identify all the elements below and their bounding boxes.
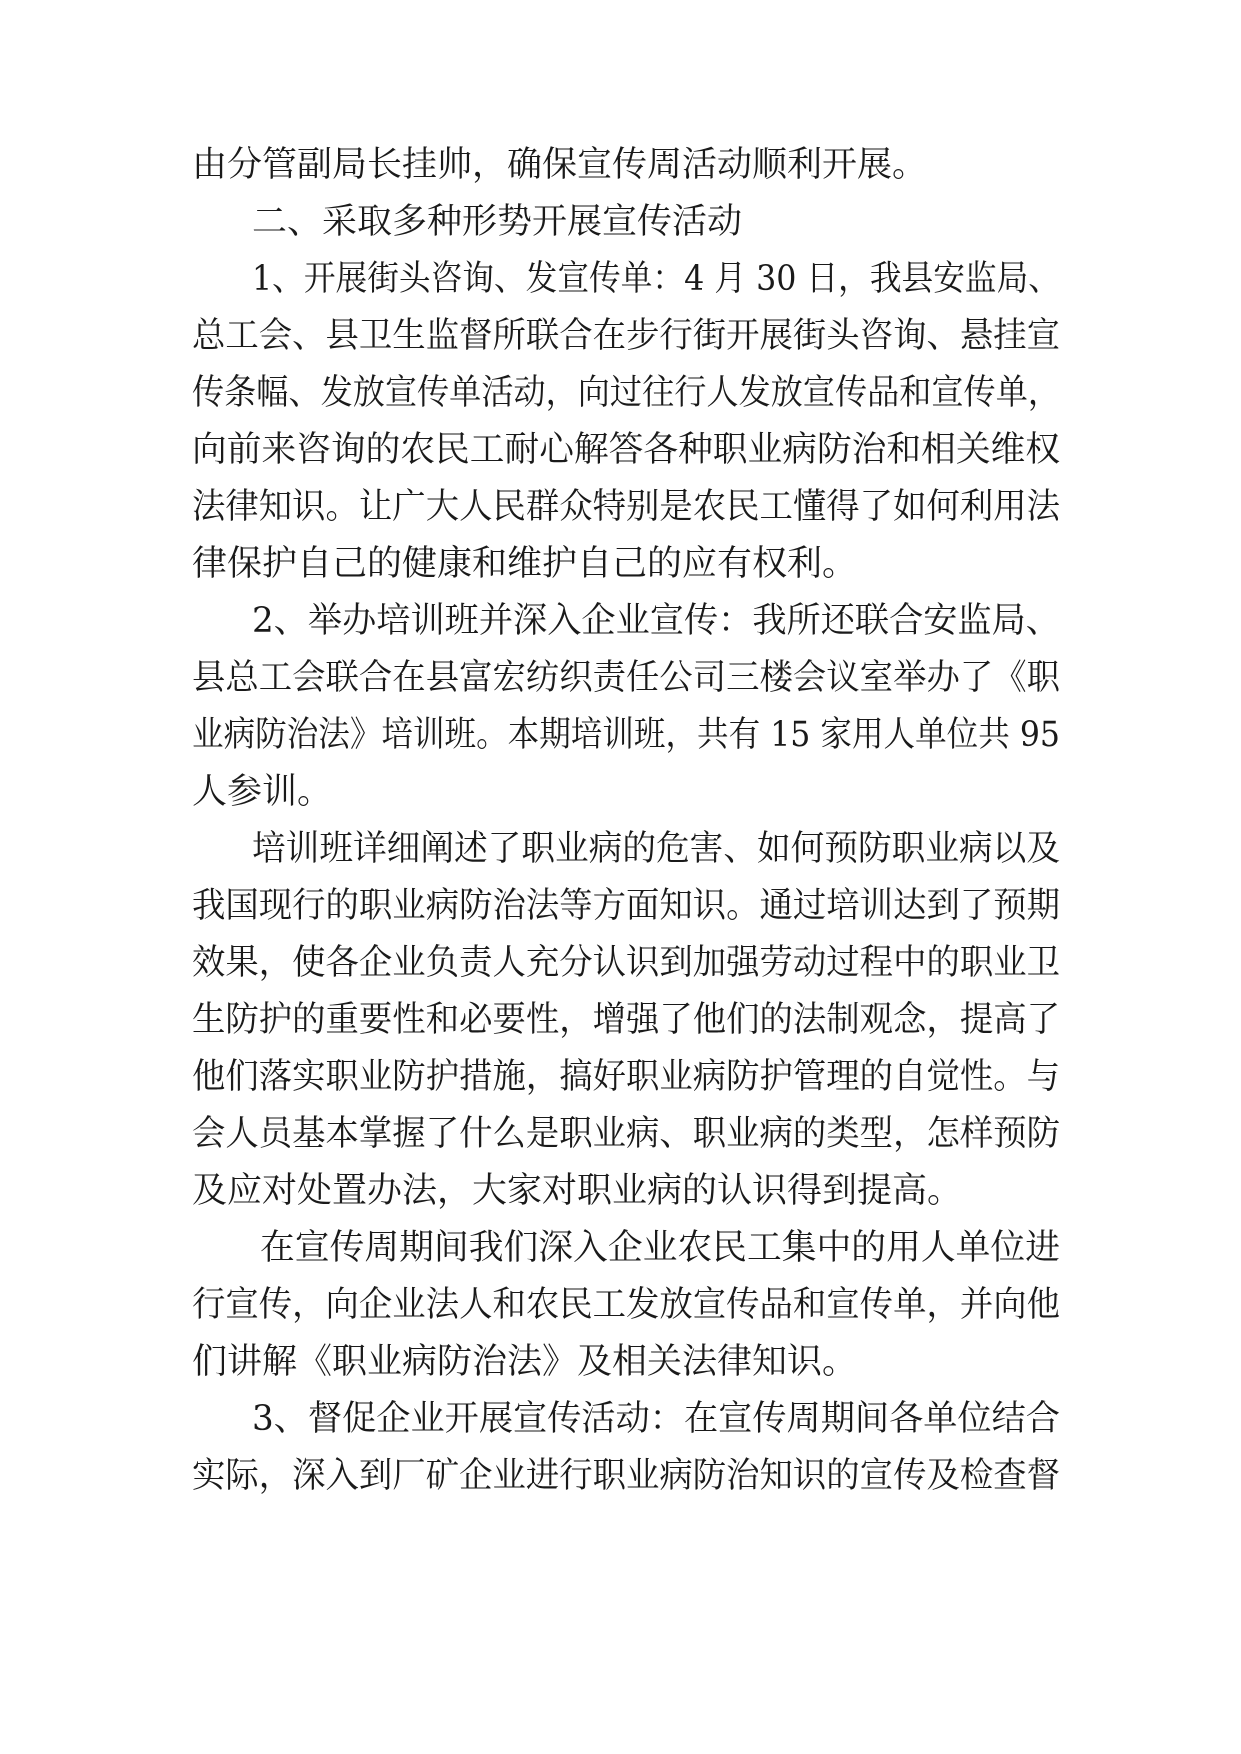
text-line: 县总工会联合在县富宏纺织责任公司三楼会议室举办了《职	[192, 658, 1060, 698]
text-line: 传条幅、发放宣传单活动，向过往行人发放宣传品和宣传单，	[192, 373, 1060, 413]
text-line: 他们落实职业防护措施，搞好职业病防护管理的自觉性。与	[192, 1057, 1060, 1097]
text-line: 行宣传，向企业法人和农民工发放宣传品和宣传单，并向他	[192, 1285, 1060, 1325]
text-line: 人参训。	[192, 772, 333, 812]
text-line: 在宣传周期间我们深入企业农民工集中的用人单位进	[260, 1228, 1060, 1268]
text-line: 1、开展街头咨询、发宣传单：4 月 30 日，我县安监局、	[252, 259, 1060, 299]
text-line: 律保护自己的健康和维护自己的应有权利。	[192, 544, 858, 584]
text-line: 会人员基本掌握了什么是职业病、职业病的类型，怎样预防	[192, 1114, 1060, 1154]
text-line: 及应对处置办法，大家对职业病的认识得到提高。	[192, 1171, 963, 1211]
text-line: 业病防治法》培训班。本期培训班，共有 15 家用人单位共 95	[192, 715, 1060, 755]
text-line: 向前来咨询的农民工耐心解答各种职业病防治和相关维权	[192, 430, 1060, 470]
text-line: 实际，深入到厂矿企业进行职业病防治知识的宣传及检查督	[192, 1456, 1060, 1496]
text-line: 们讲解《职业病防治法》及相关法律知识。	[192, 1342, 858, 1382]
text-line: 2、举办培训班并深入企业宣传：我所还联合安监局、	[252, 601, 1060, 641]
text-line: 总工会、县卫生监督所联合在步行街开展街头咨询、悬挂宣	[192, 316, 1060, 356]
text-line: 法律知识。让广大人民群众特别是农民工懂得了如何利用法	[192, 487, 1060, 527]
text-line: 我国现行的职业病防治法等方面知识。通过培训达到了预期	[192, 886, 1060, 926]
text-line: 由分管副局长挂帅，确保宣传周活动顺利开展。	[192, 145, 928, 185]
text-line: 培训班详细阐述了职业病的危害、如何预防职业病以及	[252, 829, 1060, 869]
text-line: 效果，使各企业负责人充分认识到加强劳动过程中的职业卫	[192, 943, 1060, 983]
section-heading: 二、采取多种形势开展宣传活动	[252, 202, 743, 242]
text-line: 3、督促企业开展宣传活动：在宣传周期间各单位结合	[252, 1399, 1060, 1439]
text-line: 生防护的重要性和必要性，增强了他们的法制观念，提高了	[192, 1000, 1060, 1040]
